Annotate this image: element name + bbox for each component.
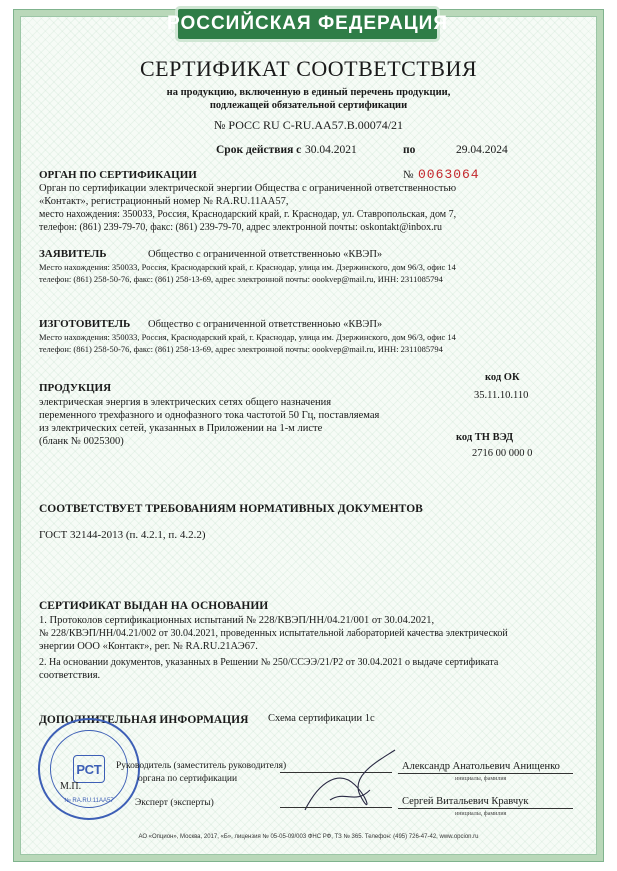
- organ-label: ОРГАН ПО СЕРТИФИКАЦИИ: [39, 169, 197, 181]
- conformity-label: СООТВЕТСТВУЕТ ТРЕБОВАНИЯМ НОРМАТИВНЫХ ДОКУМЕНТОВ: [39, 503, 423, 515]
- product-line-4: (бланк № 0025300): [39, 436, 124, 447]
- stamp-core-mark: РСТ: [73, 755, 105, 783]
- applicant-label: ЗАЯВИТЕЛЬ: [39, 248, 107, 260]
- valid-from: 30.04.2021: [305, 144, 357, 156]
- validity-label: Срок действия с: [216, 144, 302, 156]
- tnved-code-label: код ТН ВЭД: [456, 432, 514, 443]
- expert-label: Эксперт (эксперты): [135, 798, 214, 808]
- basis-label: СЕРТИФИКАТ ВЫДАН НА ОСНОВАНИИ: [39, 600, 269, 612]
- manufacturer-name: Общество с ограниченной ответственноью «КВЭП»: [148, 319, 383, 330]
- organ-line-3: место нахождения: 350033, Россия, Краснодарский край, г. Краснодар, ул. Ставропольская, дом 7,: [39, 209, 457, 220]
- applicant-name: Общество с ограниченной ответственноью «КВЭП»: [148, 249, 383, 260]
- head-name-caption: инициалы, фамилия: [455, 776, 507, 782]
- expert-name: Сергей Витальевич Кравчук: [402, 796, 529, 807]
- head-name: Александр Анатольевич Анищенко: [402, 761, 560, 772]
- expert-name-underline: [398, 808, 573, 809]
- conformity-standard: ГОСТ 32144-2013 (п. 4.2.1, п. 4.2.2): [39, 529, 206, 541]
- mp-label: М.П.: [60, 781, 82, 792]
- subtitle-line-1: на продукцию, включенную в единый перечень продукции,: [166, 87, 451, 98]
- product-line-3: из электрических сетей, указанных в Приложении на 1-м листе: [39, 423, 323, 434]
- organ-line-4: телефон: (861) 239-79-70, факс: (861) 239-79-70, адрес электронной почты: oskontakt@inbox.ru: [39, 222, 443, 233]
- country-banner: РОССИЙСКАЯ ФЕДЕРАЦИЯ: [175, 6, 440, 42]
- expert-name-caption: инициалы, фамилия: [455, 811, 507, 817]
- certification-scheme: Схема сертификации 1с: [268, 713, 375, 724]
- applicant-line-2: телефон: (861) 258-50-76, факс: (861) 258-13-69, адрес электронной почты: oookvep@mail.ru, ИНН: 2311085794: [39, 274, 443, 284]
- basis-line-3: энергии ООО «Контакт», рег. № RA.RU.21АЭ67.: [39, 641, 258, 652]
- serial-no-sign: №: [403, 169, 414, 181]
- product-line-1: электрическая энергия в электрических сетях общего назначения: [39, 397, 332, 408]
- organ-line-2: «Контакт», регистрационный номер № RA.RU.11АА57,: [39, 196, 289, 207]
- head-name-underline: [398, 773, 573, 774]
- printer-footer: АО «Опцион», Москва, 2017, «Б», лицензия № 05-05-09/003 ФНС РФ, ТЗ № 365. Телефон: (495) 726-47-42, www.opcion.ru: [138, 834, 479, 840]
- head-label-1: Руководитель (заместитель руководителя): [116, 761, 287, 771]
- expert-signature-line: [280, 807, 392, 808]
- stamp-text-bottom: № RA.RU.11AA57: [64, 798, 114, 804]
- manufacturer-label: ИЗГОТОВИТЕЛЬ: [39, 318, 131, 330]
- product-line-2: переменного трехфазного и однофазного тока частотой 50 Гц, поставляемая: [39, 410, 380, 421]
- organ-line-1: Орган по сертификации электрической энергии Общества с ограниченной ответственностью: [39, 183, 457, 194]
- document-title: СЕРТИФИКАТ СООТВЕТСТВИЯ: [139, 56, 478, 81]
- manufacturer-line-2: телефон: (861) 258-50-76, факс: (861) 258-13-69, адрес электронной почты: oookvep@mail.ru, ИНН: 2311085794: [39, 344, 443, 354]
- basis-line-5: соответствия.: [39, 670, 101, 681]
- serial-number: 0063064: [418, 167, 480, 182]
- product-label: ПРОДУКЦИЯ: [39, 382, 112, 394]
- certificate-number: № РОСС RU С-RU.АА57.В.00074/21: [213, 118, 404, 132]
- basis-line-4: 2. На основании документов, указанных в Решении № 250/ССЭЭ/21/Р2 от 30.04.2021 о выдаче сертификата: [39, 657, 499, 668]
- ok-code-label: код ОК: [485, 372, 520, 383]
- validity-to-label: по: [403, 144, 416, 156]
- manufacturer-line-1: Место нахождения: 350033, Россия, Краснодарский край, г. Краснодар, улица им. Дзержинского, дом 96/3, офис 14: [39, 332, 456, 342]
- tnved-code: 2716 00 000 0: [472, 448, 533, 459]
- additional-info-label: ДОПОЛНИТЕЛЬНАЯ ИНФОРМАЦИЯ: [39, 714, 249, 726]
- valid-to: 29.04.2024: [456, 144, 508, 156]
- applicant-line-1: Место нахождения: 350033, Россия, Краснодарский край, г. Краснодар, улица им. Дзержинского, дом 96/3, офис 14: [39, 262, 456, 272]
- basis-line-2: № 228/КВЭП/НН/04.21/002 от 30.04.2021, проведенных испытательной лабораторией качества электрической: [39, 628, 508, 639]
- ok-code: 35.11.10.110: [474, 390, 529, 401]
- subtitle-line-2: подлежащей обязательной сертификации: [209, 100, 408, 111]
- basis-line-1: 1. Протоколов сертификационных испытаний № 228/КВЭП/НН/04.21/001 от 30.04.2021,: [39, 615, 435, 626]
- handwritten-signature: [300, 740, 410, 820]
- head-label-2: органа по сертификации: [138, 774, 238, 784]
